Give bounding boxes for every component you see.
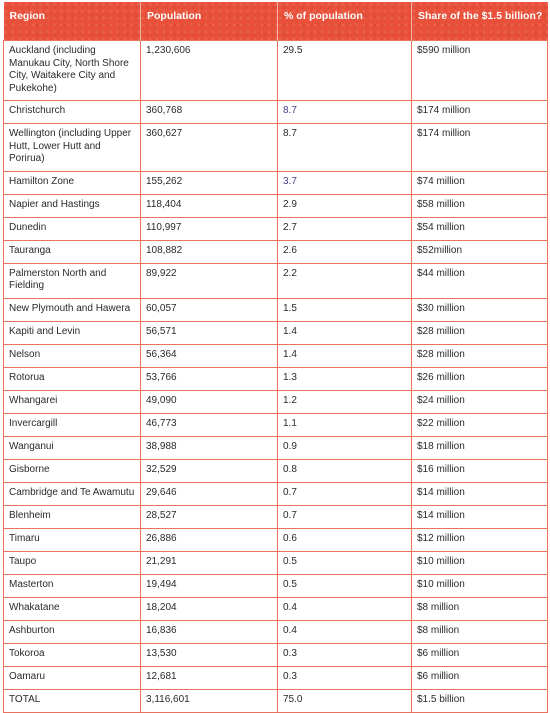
table-row xyxy=(4,41,548,101)
population-cell: 108,882 xyxy=(141,240,278,263)
table-row xyxy=(4,643,548,666)
table-row xyxy=(4,574,548,597)
population-cell: 60,057 xyxy=(141,298,278,321)
table-row xyxy=(4,390,548,413)
table-row xyxy=(4,240,548,263)
total-row xyxy=(4,689,548,712)
percent-cell: 1.4 xyxy=(278,344,412,367)
region-cell: Ashburton xyxy=(4,620,141,643)
population-cell: 26,886 xyxy=(141,528,278,551)
region-cell: Christchurch xyxy=(4,101,141,124)
region-cell: Taupo xyxy=(4,551,141,574)
share-cell: $8 million xyxy=(412,597,548,620)
region-cell: Tauranga xyxy=(4,240,141,263)
table-header-row xyxy=(4,2,548,41)
population-cell: 53,766 xyxy=(141,367,278,390)
percent-cell: 0.8 xyxy=(278,459,412,482)
percent-cell: 0.3 xyxy=(278,643,412,666)
population-cell: 29,646 xyxy=(141,482,278,505)
region-cell: Wellington (including Upper Hutt, Lower Hutt and Porirua) xyxy=(4,124,141,172)
population-cell: 360,627 xyxy=(141,124,278,172)
region-cell: Dunedin xyxy=(4,217,141,240)
table-row xyxy=(4,413,548,436)
regional-funding-table xyxy=(3,2,548,713)
region-cell: Masterton xyxy=(4,574,141,597)
table-row xyxy=(4,194,548,217)
share-cell: $74 million xyxy=(412,171,548,194)
percent-cell: 0.4 xyxy=(278,597,412,620)
percent-cell: 1.5 xyxy=(278,298,412,321)
population-cell: 21,291 xyxy=(141,551,278,574)
percent-cell: 0.5 xyxy=(278,551,412,574)
percent-cell: 0.5 xyxy=(278,574,412,597)
region-cell: Napier and Hastings xyxy=(4,194,141,217)
share-cell: $16 million xyxy=(412,459,548,482)
header-share-of-funding: Share of the $1.5 billion? xyxy=(412,2,548,41)
population-cell: 49,090 xyxy=(141,390,278,413)
table-row xyxy=(4,263,548,298)
percent-cell: 8.7 xyxy=(278,124,412,172)
share-cell: $14 million xyxy=(412,505,548,528)
header-region: Region xyxy=(4,2,141,41)
region-cell: Nelson xyxy=(4,344,141,367)
region-cell: Palmerston North and Fielding xyxy=(4,263,141,298)
table-row xyxy=(4,344,548,367)
share-cell: $18 million xyxy=(412,436,548,459)
percent-cell: 8.7 xyxy=(278,101,412,124)
percent-cell: 1.2 xyxy=(278,390,412,413)
population-cell: 118,404 xyxy=(141,194,278,217)
share-cell: $30 million xyxy=(412,298,548,321)
region-cell: New Plymouth and Hawera xyxy=(4,298,141,321)
share-cell: $10 million xyxy=(412,551,548,574)
share-cell: $24 million xyxy=(412,390,548,413)
population-cell: 12,681 xyxy=(141,666,278,689)
share-cell: $12 million xyxy=(412,528,548,551)
region-cell: Auckland (including Manukau City, North Shore City, Waitakere City and Pukekohe) xyxy=(4,41,141,101)
table-row xyxy=(4,298,548,321)
region-cell: Blenheim xyxy=(4,505,141,528)
total-share: $1.5 billion xyxy=(412,689,548,712)
percent-cell: 1.3 xyxy=(278,367,412,390)
region-cell: Whakatane xyxy=(4,597,141,620)
share-cell: $590 million xyxy=(412,41,548,101)
share-cell: $6 million xyxy=(412,643,548,666)
total-population: 3,116,601 xyxy=(141,689,278,712)
percent-cell: 2.9 xyxy=(278,194,412,217)
share-cell: $8 million xyxy=(412,620,548,643)
table-row xyxy=(4,124,548,172)
region-cell: Invercargill xyxy=(4,413,141,436)
share-cell: $58 million xyxy=(412,194,548,217)
region-cell: Oamaru xyxy=(4,666,141,689)
region-cell: Wanganui xyxy=(4,436,141,459)
population-cell: 18,204 xyxy=(141,597,278,620)
region-cell: Tokoroa xyxy=(4,643,141,666)
share-cell: $174 million xyxy=(412,124,548,172)
table-row xyxy=(4,436,548,459)
share-cell: $54 million xyxy=(412,217,548,240)
share-cell: $28 million xyxy=(412,321,548,344)
share-cell: $28 million xyxy=(412,344,548,367)
table-row xyxy=(4,551,548,574)
percent-cell: 2.6 xyxy=(278,240,412,263)
percent-cell: 3.7 xyxy=(278,171,412,194)
population-cell: 56,364 xyxy=(141,344,278,367)
share-cell: $14 million xyxy=(412,482,548,505)
table-row xyxy=(4,666,548,689)
table-row xyxy=(4,597,548,620)
population-cell: 155,262 xyxy=(141,171,278,194)
header-population: Population xyxy=(141,2,278,41)
share-cell: $22 million xyxy=(412,413,548,436)
region-cell: Rotorua xyxy=(4,367,141,390)
table-row xyxy=(4,321,548,344)
table-row xyxy=(4,620,548,643)
table-row xyxy=(4,101,548,124)
table-body xyxy=(4,41,548,713)
region-cell: Cambridge and Te Awamutu xyxy=(4,482,141,505)
percent-cell: 0.7 xyxy=(278,482,412,505)
region-cell: Whangarei xyxy=(4,390,141,413)
region-cell: Hamilton Zone xyxy=(4,171,141,194)
total-label: TOTAL xyxy=(4,689,141,712)
share-cell: $52million xyxy=(412,240,548,263)
share-cell: $10 million xyxy=(412,574,548,597)
percent-cell: 2.7 xyxy=(278,217,412,240)
population-cell: 46,773 xyxy=(141,413,278,436)
population-cell: 38,988 xyxy=(141,436,278,459)
population-cell: 56,571 xyxy=(141,321,278,344)
population-cell: 28,527 xyxy=(141,505,278,528)
population-cell: 360,768 xyxy=(141,101,278,124)
population-cell: 1,230,606 xyxy=(141,41,278,101)
table-row xyxy=(4,217,548,240)
table-row xyxy=(4,482,548,505)
population-cell: 13,530 xyxy=(141,643,278,666)
percent-cell: 1.1 xyxy=(278,413,412,436)
percent-cell: 0.6 xyxy=(278,528,412,551)
table-row xyxy=(4,367,548,390)
table-row xyxy=(4,528,548,551)
percent-cell: 1.4 xyxy=(278,321,412,344)
table-row xyxy=(4,505,548,528)
population-cell: 110,997 xyxy=(141,217,278,240)
population-cell: 19,494 xyxy=(141,574,278,597)
share-cell: $44 million xyxy=(412,263,548,298)
header-percent-of-population: % of population xyxy=(278,2,412,41)
region-cell: Timaru xyxy=(4,528,141,551)
table-row xyxy=(4,459,548,482)
region-cell: Gisborne xyxy=(4,459,141,482)
percent-cell: 0.9 xyxy=(278,436,412,459)
region-cell: Kapiti and Levin xyxy=(4,321,141,344)
percent-cell: 29.5 xyxy=(278,41,412,101)
share-cell: $26 million xyxy=(412,367,548,390)
percent-cell: 2.2 xyxy=(278,263,412,298)
percent-cell: 0.4 xyxy=(278,620,412,643)
population-cell: 89,922 xyxy=(141,263,278,298)
population-cell: 16,836 xyxy=(141,620,278,643)
share-cell: $174 million xyxy=(412,101,548,124)
percent-cell: 0.3 xyxy=(278,666,412,689)
population-cell: 32,529 xyxy=(141,459,278,482)
percent-cell: 0.7 xyxy=(278,505,412,528)
share-cell: $6 million xyxy=(412,666,548,689)
table-row xyxy=(4,171,548,194)
total-percent: 75.0 xyxy=(278,689,412,712)
